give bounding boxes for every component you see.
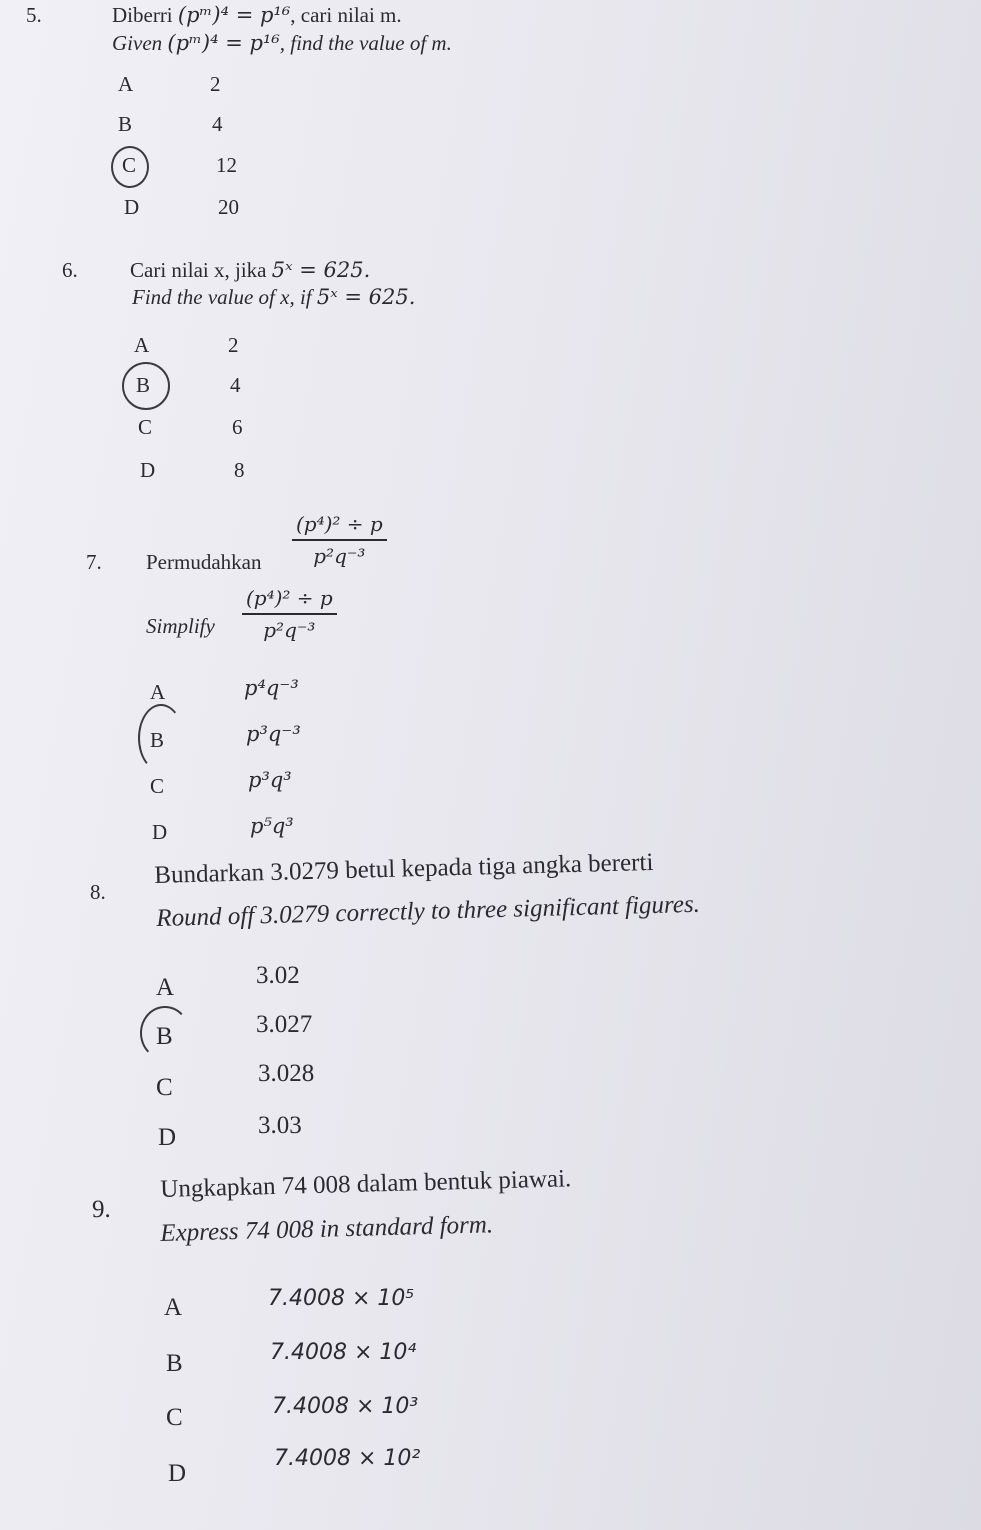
q6-option-c-letter: C <box>138 415 153 439</box>
q8-option-b-value: 3.027 <box>256 1011 313 1038</box>
question-7-malay: Permudahkan <box>146 550 262 574</box>
q8-answer-circle-mark <box>140 1006 190 1060</box>
q8-option-a-letter: A <box>156 974 175 1001</box>
question-6-malay: Cari nilai x, jika 5ˣ = 625. <box>130 258 371 282</box>
q6-option-a-value: 2 <box>228 333 239 357</box>
question-8-number: 8. <box>90 880 106 904</box>
q7-numerator: (p⁴)² ÷ p <box>292 512 387 541</box>
q9-option-d-value: 7.4008 × 10² <box>274 1446 421 1471</box>
q6-option-b-letter: B <box>136 373 151 397</box>
q6-option-d-value: 8 <box>234 458 245 482</box>
q6-option-d-letter: D <box>140 458 156 482</box>
question-6-english: Find the value of x, if 5ˣ = 625. <box>132 285 416 309</box>
q9-option-b-value: 7.4008 × 10⁴ <box>270 1340 417 1365</box>
q6-option-a-letter: A <box>134 333 150 357</box>
question-5-english: Given (pᵐ)⁴ = p¹⁶, find the value of m. <box>112 31 452 55</box>
q5-option-b-letter: B <box>118 112 133 136</box>
q8-option-c-letter: C <box>156 1074 173 1101</box>
q9-option-c-value: 7.4008 × 10³ <box>272 1394 419 1419</box>
q8-option-d-value: 3.03 <box>258 1112 302 1139</box>
question-8-malay: Bundarkan 3.0279 betul kepada tiga angka bererti <box>154 848 654 889</box>
question-5-malay: Diberri (pᵐ)⁴ = p¹⁶, cari nilai m. <box>112 3 402 27</box>
q5-option-d-value: 20 <box>218 195 239 219</box>
q7-option-c-value: p³q³ <box>248 768 292 792</box>
q7-option-a-letter: A <box>150 680 166 704</box>
q8-option-b-letter: B <box>156 1023 173 1050</box>
q5-option-c-letter: C <box>122 153 137 177</box>
question-6-number: 6. <box>62 258 78 282</box>
q9-option-a-value: 7.4008 × 10⁵ <box>268 1286 415 1311</box>
q7-option-c-letter: C <box>150 774 165 798</box>
q8-option-a-value: 3.02 <box>256 962 300 989</box>
q7-option-b-value: p³q⁻³ <box>246 722 301 746</box>
q5-option-d-letter: D <box>124 195 140 219</box>
q9-option-d-letter: D <box>168 1460 187 1487</box>
q6-answer-circle-mark <box>122 362 170 410</box>
question-7-number: 7. <box>86 550 102 574</box>
q5-option-c-value: 12 <box>216 153 237 177</box>
q5-option-b-value: 4 <box>212 112 223 136</box>
q7-denominator: p²q⁻³ <box>313 544 366 568</box>
q7-option-d-letter: D <box>152 820 168 844</box>
q6-option-b-value: 4 <box>230 373 241 397</box>
q9-option-c-letter: C <box>166 1404 183 1431</box>
q5-option-a-letter: A <box>118 72 134 96</box>
q6-option-c-value: 6 <box>232 415 243 439</box>
question-6-equation: 5ˣ = 625. <box>271 258 371 282</box>
question-7-fraction-english: $\frac{\text{(p⁴)² ÷ p}}{\text{p²q⁻³}}$ <box>242 586 337 642</box>
q5-answer-circle-mark <box>111 146 149 188</box>
q7-option-b-letter: B <box>150 728 165 752</box>
question-9-number: 9. <box>92 1196 111 1223</box>
q8-option-d-letter: D <box>158 1124 177 1151</box>
q7-option-a-value: p⁴q⁻³ <box>244 676 299 700</box>
question-8-english: Round off 3.0279 correctly to three significant figures. <box>156 890 701 932</box>
question-9-malay: Ungkapkan 74 008 dalam bentuk piawai. <box>160 1165 572 1203</box>
q9-option-a-letter: A <box>164 1294 183 1321</box>
q7-option-d-value: p⁵q³ <box>250 814 294 838</box>
q7-answer-circle-mark <box>138 704 184 772</box>
question-9-english: Express 74 008 in standard form. <box>160 1211 494 1247</box>
q8-option-c-value: 3.028 <box>258 1060 315 1087</box>
question-7-english: Simplify <box>146 614 215 638</box>
question-5-equation: (pᵐ)⁴ = p¹⁶ <box>177 3 291 27</box>
q5-option-a-value: 2 <box>210 72 221 96</box>
q9-option-b-letter: B <box>166 1350 183 1377</box>
question-7-fraction <box>292 512 387 568</box>
question-5-number: 5. <box>26 3 42 27</box>
